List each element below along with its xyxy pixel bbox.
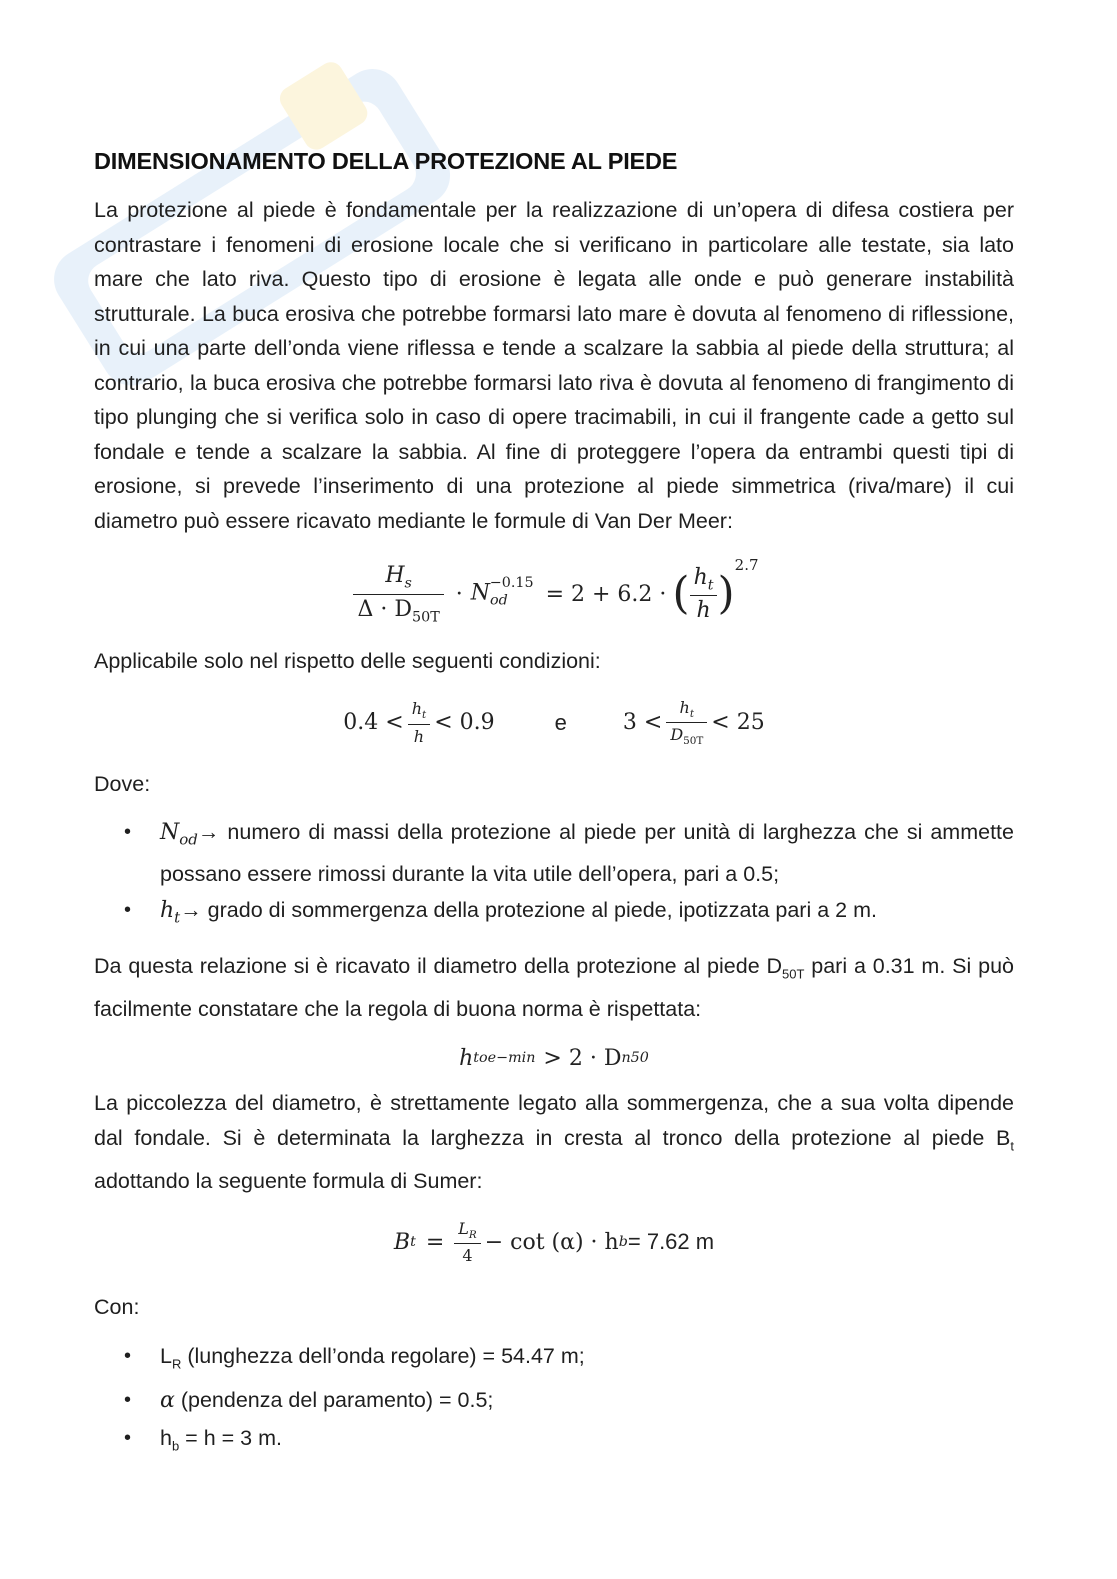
paragraph-result-diameter: Da questa relazione si è ricavato il diametro della protezione al piede $D_{50T}$ pari a 0.31 m. Si può facilmente constatare che la regola di buona norma è rispettata: [94, 954, 1014, 1021]
equation-sumer: B t = $\frac{L_R}{4}$ − cot (α) · h b = 7.62 m [393, 1219, 715, 1266]
paragraph-intro: La protezione al piede è fondamentale per la realizzazione di un’opera di difesa costiera per contrastare i fenomeni di erosione locale che si verificano in particolare alle testate, sia lato mare che lato riva. Questo tipo di erosione è legata alle onde e può generare instabilità strutturale. La buca erosiva che potrebbe formarsi lato mare è dovuta al fenomeno di riflessione, in cui una parte dell’onda viene riflessa e tende a scalzare la sabbia al piede della struttura; al contrario, la buca erosiva che potrebbe formarsi lato riva è dovuta al fenomeno di frangimento di tipo plunging che si verifica solo in caso di opere tracimabili, in cui il frangente cade a getto sul fondale e tende a scalzare la sabbia. Al fine di proteggere l’opera da entrambi questi tipi di erosione, si prevede l’inserimento di una protezione al piede simmetrica (riva/mare) il cui diametro può essere ricavato mediante le formule di Van Der Meer: [94, 198, 1014, 533]
label-dove: Dove: [94, 771, 151, 796]
equation-conditions: 0.4 < $\frac{h_t}{h}$ < 0.9 e 3 < $\frac{h_t}{D_{50T}}$ < 25 [343, 697, 765, 748]
fraction-ht-over-h: $\frac{h_t}{h}$ [690, 565, 718, 623]
list-item: • $L_R$ (lunghezza dell’onda regolare) = 54.47 m; [124, 1343, 585, 1371]
list-item: • $h_b = h = 3$ m. [124, 1425, 282, 1454]
list-item: • α (pendenza del paramento) = 0.5; [124, 1388, 494, 1414]
bullet-list-definitions [94, 815, 1014, 935]
list-item: • $N_{od}\to$ numero di massi della protezione al piede per unità di larghezza che si ammette possano essere rimossi durante la vita utile dell’opera, pari a 0.5; [124, 820, 1014, 886]
paragraph-sumer: La piccolezza del diametro, è strettamente legato alla sommergenza, che a sua volta dipende dal fondale. Si è determinata la larghezza in cresta al tronco della protezione al piede $B_t$ adottando la seguente formula di Sumer: [94, 1091, 1014, 1193]
paragraph-conditions: Applicabile solo nel rispetto delle seguenti condizioni: [94, 649, 601, 673]
section-title: DIMENSIONAMENTO DELLA PROTEZIONE AL PIEDE [94, 148, 678, 174]
label-con: Con: [94, 1295, 140, 1320]
bullet-list-parameters [94, 1339, 1014, 1464]
list-item: • $h_t\to$ grado di sommergenza della protezione al piede, ipotizzata pari a 2 m. [124, 898, 877, 927]
equation-toe-min: h toe−min > 2 · D n50 [459, 1045, 649, 1071]
document-page [94, 148, 1014, 1464]
fraction-hs-over-delta-d50t: $\frac{H_s}{\Delta \cdot D_{50T}}$ [353, 563, 443, 625]
equation-van-der-meer: $\frac{H_s}{\Delta \cdot D_{50T}}$ · $N_{od}^{-0.15}$ = 2 + 6.2 · ( $\frac{h_t}{h}$ ) $^{2.7}$ [94, 554, 1014, 634]
